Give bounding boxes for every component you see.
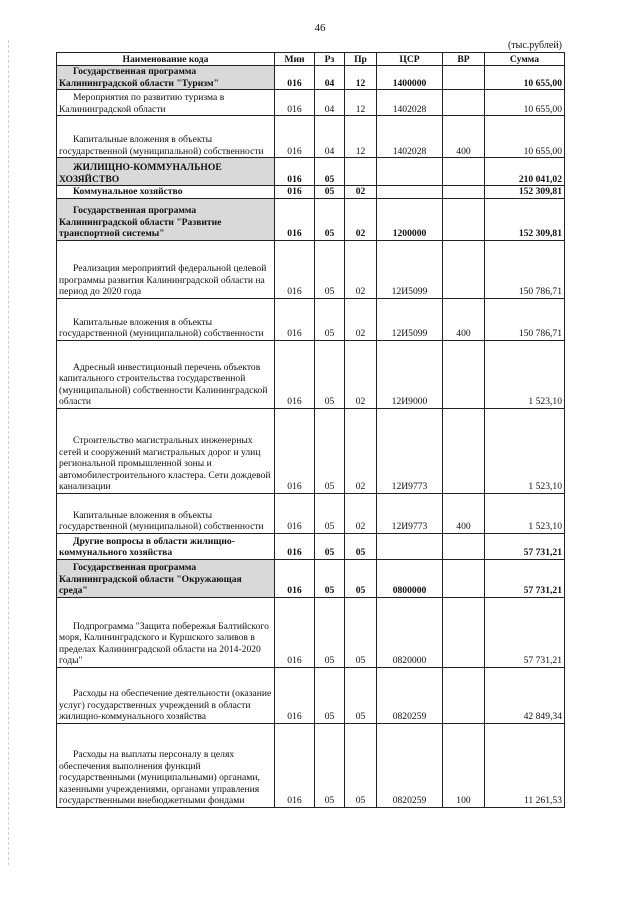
- row-csr: 12И9773: [377, 493, 443, 533]
- budget-table: [56, 52, 565, 808]
- row-min: 016: [275, 186, 315, 199]
- row-pr: [345, 158, 377, 186]
- row-name: Мероприятия по развитию туризма в Калининградской области: [57, 90, 275, 116]
- row-csr: [377, 158, 443, 186]
- row-csr: 0820259: [377, 723, 443, 807]
- row-csr: 0820000: [377, 597, 443, 667]
- row-pr: 02: [345, 493, 377, 533]
- table-row: [57, 298, 565, 340]
- row-min: 016: [275, 340, 315, 408]
- row-name: Капитальные вложения в объекты государственной (муниципальной) собственности: [57, 298, 275, 340]
- row-csr: 12И5099: [377, 240, 443, 298]
- table-row: [57, 723, 565, 807]
- row-name: Другие вопросы в области жилищно-коммунального хозяйства: [57, 533, 275, 559]
- header-pr: Пр: [345, 53, 377, 66]
- row-rz: 05: [315, 597, 345, 667]
- row-name: Государственная программа Калининградской области "Туризм": [57, 66, 275, 90]
- row-min: 016: [275, 298, 315, 340]
- row-sum: 1 523,10: [485, 340, 565, 408]
- row-csr: 1402028: [377, 90, 443, 116]
- row-csr: 12И9000: [377, 340, 443, 408]
- row-min: 016: [275, 66, 315, 90]
- table-row: [57, 116, 565, 158]
- row-pr: 05: [345, 533, 377, 559]
- row-name: Строительство магистральных инженерных сетей и сооружений магистральных дорог и улиц региональной промышленной зоны и автомобилестроительного кластера. Сети дождевой канализации: [57, 408, 275, 493]
- row-rz: 04: [315, 116, 345, 158]
- row-name: Расходы на обеспечение деятельности (оказание услуг) государственных учреждений в области жилищно-коммунального хозяйства: [57, 667, 275, 723]
- row-sum: 10 655,00: [485, 90, 565, 116]
- row-vr: [443, 533, 485, 559]
- table-row: [57, 597, 565, 667]
- row-sum: 1 523,10: [485, 493, 565, 533]
- row-pr: 02: [345, 240, 377, 298]
- row-csr: [377, 186, 443, 199]
- row-rz: 05: [315, 723, 345, 807]
- row-vr: [443, 90, 485, 116]
- row-sum: 150 786,71: [485, 298, 565, 340]
- table-row: [57, 186, 565, 199]
- row-vr: [443, 66, 485, 90]
- row-vr: 400: [443, 116, 485, 158]
- row-pr: 05: [345, 559, 377, 597]
- row-min: 016: [275, 158, 315, 186]
- row-name: Расходы на выплаты персоналу в целях обеспечения выполнения функций государственными (муниципальными) органами, казенными учреждениями, органами управления государственными внебюджетными фондами: [57, 723, 275, 807]
- row-pr: 12: [345, 90, 377, 116]
- row-name: Коммунальное хозяйство: [57, 186, 275, 199]
- table-row: [57, 493, 565, 533]
- row-min: 016: [275, 116, 315, 158]
- row-sum: 152 309,81: [485, 198, 565, 240]
- row-min: 016: [275, 667, 315, 723]
- row-csr: 0800000: [377, 559, 443, 597]
- row-csr: 1200000: [377, 198, 443, 240]
- row-sum: 210 041,02: [485, 158, 565, 186]
- table-row: [57, 408, 565, 493]
- row-pr: 02: [345, 340, 377, 408]
- row-name: Капитальные вложения в объекты государственной (муниципальной) собственности: [57, 493, 275, 533]
- row-sum: 57 731,21: [485, 597, 565, 667]
- row-vr: [443, 198, 485, 240]
- row-vr: [443, 408, 485, 493]
- row-min: 016: [275, 198, 315, 240]
- row-pr: 05: [345, 597, 377, 667]
- row-sum: 57 731,21: [485, 559, 565, 597]
- row-rz: 05: [315, 667, 345, 723]
- row-rz: 05: [315, 559, 345, 597]
- row-vr: 400: [443, 298, 485, 340]
- row-rz: 05: [315, 186, 345, 199]
- row-pr: 02: [345, 186, 377, 199]
- row-rz: 05: [315, 493, 345, 533]
- row-min: 016: [275, 90, 315, 116]
- row-name: Подпрограмма "Защита побережья Балтийского моря, Калининградского и Куршского заливов в пределах Калининградской области на 2014-2020 годы": [57, 597, 275, 667]
- row-min: 016: [275, 597, 315, 667]
- row-vr: [443, 559, 485, 597]
- row-vr: [443, 597, 485, 667]
- header-name: Наименование кода: [57, 53, 275, 66]
- row-rz: 05: [315, 408, 345, 493]
- row-rz: 04: [315, 90, 345, 116]
- table-row: [57, 559, 565, 597]
- header-vr: ВР: [443, 53, 485, 66]
- row-name: ЖИЛИЩНО-КОММУНАЛЬНОЕ ХОЗЯЙСТВО: [57, 158, 275, 186]
- header-min: Мин: [275, 53, 315, 66]
- row-sum: 42 849,34: [485, 667, 565, 723]
- row-name: Капитальные вложения в объекты государственной (муниципальной) собственности: [57, 116, 275, 158]
- row-name: Государственная программа Калининградской области "Развитие транспортной системы": [57, 198, 275, 240]
- row-rz: 04: [315, 66, 345, 90]
- row-csr: 12И5099: [377, 298, 443, 340]
- row-sum: 57 731,21: [485, 533, 565, 559]
- row-vr: [443, 340, 485, 408]
- row-vr: 100: [443, 723, 485, 807]
- row-sum: 10 655,00: [485, 66, 565, 90]
- header-rz: Рз: [315, 53, 345, 66]
- row-sum: 152 309,81: [485, 186, 565, 199]
- table-header-row: [57, 53, 565, 66]
- row-vr: [443, 158, 485, 186]
- row-sum: 1 523,10: [485, 408, 565, 493]
- row-pr: 05: [345, 723, 377, 807]
- row-csr: 12И9773: [377, 408, 443, 493]
- row-name: Адресный инвестиционый перечень объектов капитального строительства государственной (муниципальной) собственности Калининградской области: [57, 340, 275, 408]
- table-row: [57, 340, 565, 408]
- row-vr: 400: [443, 493, 485, 533]
- row-min: 016: [275, 408, 315, 493]
- row-min: 016: [275, 240, 315, 298]
- row-rz: 05: [315, 158, 345, 186]
- row-sum: 10 655,00: [485, 116, 565, 158]
- table-row: [57, 90, 565, 116]
- row-rz: 05: [315, 533, 345, 559]
- row-min: 016: [275, 533, 315, 559]
- row-name: Реализация мероприятий федеральной целевой программы развития Калининградской области на период до 2020 года: [57, 240, 275, 298]
- row-rz: 05: [315, 240, 345, 298]
- row-name: Государственная программа Калининградской области "Окружающая среда": [57, 559, 275, 597]
- table-row: [57, 667, 565, 723]
- row-pr: 02: [345, 198, 377, 240]
- margin-line: [8, 40, 9, 865]
- row-csr: 1402028: [377, 116, 443, 158]
- table-row: [57, 158, 565, 186]
- row-csr: 0820259: [377, 667, 443, 723]
- row-sum: 11 261,53: [485, 723, 565, 807]
- table-body: [57, 66, 565, 808]
- row-pr: 12: [345, 116, 377, 158]
- row-pr: 05: [345, 667, 377, 723]
- row-sum: 150 786,71: [485, 240, 565, 298]
- row-min: 016: [275, 723, 315, 807]
- table-row: [57, 240, 565, 298]
- row-rz: 05: [315, 298, 345, 340]
- table-row: [57, 198, 565, 240]
- row-csr: [377, 533, 443, 559]
- row-csr: 1400000: [377, 66, 443, 90]
- unit-label: (тыс.рублей): [507, 40, 562, 51]
- row-vr: [443, 186, 485, 199]
- row-rz: 05: [315, 340, 345, 408]
- header-csr: ЦСР: [377, 53, 443, 66]
- row-pr: 02: [345, 298, 377, 340]
- row-rz: 05: [315, 198, 345, 240]
- table-row: [57, 533, 565, 559]
- page-number: 46: [314, 22, 326, 34]
- header-sum: Сумма: [485, 53, 565, 66]
- row-min: 016: [275, 493, 315, 533]
- row-pr: 02: [345, 408, 377, 493]
- row-vr: [443, 667, 485, 723]
- row-pr: 12: [345, 66, 377, 90]
- row-min: 016: [275, 559, 315, 597]
- table-row: [57, 66, 565, 90]
- row-vr: [443, 240, 485, 298]
